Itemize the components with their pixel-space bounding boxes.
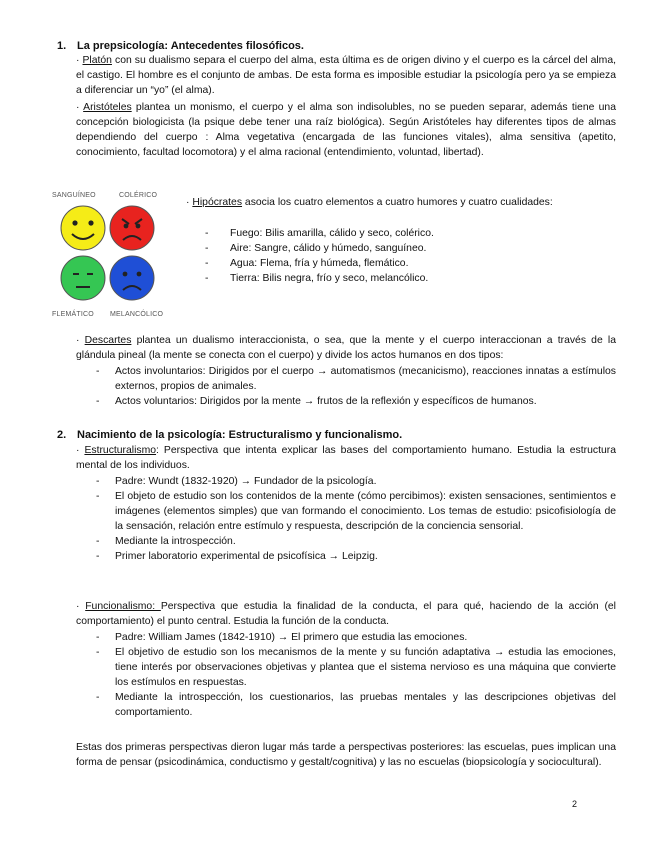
descartes-name: Descartes xyxy=(84,335,132,346)
estructuralismo-list xyxy=(76,474,616,564)
aristoteles-text: plantea un monismo, el cuerpo y el alma son indisolubles, no se pueden separar, además tiene una concepción biologicista (la psique debe tener una raíz biológica). Según Aristóteles hay diferentes tipos de almas dependiendo del cuerpo : Alma vegetativa (encargada de las funciones vitales), alma sensitiva (apetito, conocimiento, facultad locomotora) y el alma racional (entendimiento, voluntad, libertad). xyxy=(76,102,616,158)
section-2-heading xyxy=(57,428,402,443)
choleric-face-icon xyxy=(110,206,154,250)
melancholic-face-icon xyxy=(110,256,154,300)
section-1-title: La prepsicología: Antecedentes filosóficos. xyxy=(77,40,304,52)
estructuralismo-name: Estructuralismo xyxy=(84,445,157,456)
descartes-text: plantea un dualismo interaccionista, o sea, que la mente y el cuerpo interaccionan a través de la glándula pineal (la mente se conecta con el cuerpo) y divide los actos humanos en dos tipos: xyxy=(76,335,616,361)
aristoteles-paragraph: · Aristóteles plantea un monismo, el cuerpo y el alma son indisolubles, no se pueden separar, además tiene una concepción biologicista (la psique debe tener una raíz biológica). Según Aristóteles hay diferentes tipos de almas dependiendo del cuerpo : Alma vegetativa (encargada de las funciones vitales), alma sensitiva (apetito, conocimiento, facultad locomotora) y el alma racional (entendimiento, voluntad, libertad). xyxy=(76,102,616,158)
funcionalismo-text: Perspectiva que estudia la finalidad de la conducta, el para qué, haciendo de la acción (el comportamiento) el punto central. Estudia la función de la conducta. xyxy=(76,601,616,627)
estructuralismo-text: : Perspectiva que intenta explicar las bases del comportamiento humano. Estudia la estructura mental de los individuos. xyxy=(76,445,616,471)
hipocrates-text: asocia los cuatro elementos a cuatro humores y cuatro cualidades: xyxy=(242,197,553,208)
funcionalismo-name: Funcionalismo: xyxy=(85,601,161,612)
section-1-number: 1. xyxy=(57,40,67,52)
hipocrates-name: Hipócrates xyxy=(192,197,243,208)
platon-paragraph: · Platón con su dualismo separa el cuerpo del alma, esta última es de origen divino y el cuerpo es la cárcel del alma, el castigo. El hombre es el conjunto de ambas. De esta forma es imposible estudiar la psicología pero ya se empieza a diferenciar un “yo” (el alma). xyxy=(76,55,616,96)
hipocrates-list xyxy=(202,226,602,286)
closing-paragraph: Estas dos primeras perspectivas dieron lugar más tarde a perspectivas posteriores: las escuelas, pues implican una forma de pensar (psicodinámica, conductismo y gestalt/cognitiva) y las no escuelas (biopsicología y sociocultural). xyxy=(76,742,616,768)
label-melancolico: MELANCÓLICO xyxy=(110,311,164,318)
page-number: 2 xyxy=(572,799,578,809)
estructuralismo-paragraph: · Estructuralismo: Perspectiva que intenta explicar las bases del comportamiento humano. Estudia la estructura mental de los individuos. xyxy=(76,445,616,471)
humour-faces xyxy=(52,198,180,310)
list-item: - Padre: William James (1842-1910) → El primero que estudia las emociones. xyxy=(76,630,616,645)
hipocrates-paragraph: · Hipócrates asocia los cuatro elementos a cuatro humores y cuatro cualidades: xyxy=(186,197,553,208)
section-1-heading xyxy=(57,39,304,54)
aristoteles-name: Aristóteles xyxy=(83,102,132,113)
funcionalismo-list xyxy=(76,630,616,720)
list-item: - El objetivo de estudio son los mecanismos de la mente y su función adaptativa → estudia las emociones, tiene interés por observaciones objetivas y plantea que el sistema nervioso es una máquina que convierte los estímulos en respuestas. xyxy=(76,645,616,690)
list-item: - Actos voluntarios: Dirigidos por la mente → frutos de la reflexión y específicos de humanos. xyxy=(76,394,616,409)
label-colerico: COLÉRICO xyxy=(119,192,158,199)
label-flematico: FLEMÁTICO xyxy=(52,311,94,318)
list-item: - Padre: Wundt (1832-1920) → Fundador de la psicología. xyxy=(76,474,616,489)
list-item: - Mediante la introspección. xyxy=(76,534,616,549)
phlegmatic-face-icon xyxy=(61,256,105,300)
list-item: - Fuego: Bilis amarilla, cálido y seco, colérico. xyxy=(202,226,602,241)
list-item: - Aire: Sangre, cálido y húmedo, sanguíneo. xyxy=(202,241,602,256)
section-2-title: Nacimiento de la psicología: Estructuralismo y funcionalismo. xyxy=(77,429,403,441)
list-item: - Primer laboratorio experimental de psicofísica → Leipzig. xyxy=(76,549,616,564)
list-item: - El objeto de estudio son los contenidos de la mente (cómo percibimos): existen sensaciones, sentimientos e imágenes (elementos simples) que van formando el conocimiento. Los temas de estudio: psicofisiología de la sensación, relación entre estímulo y respuesta, descripción de la conciencia sensorial. xyxy=(76,489,616,534)
platon-text: con su dualismo separa el cuerpo del alma, esta última es de origen divino y el cuerpo es la cárcel del alma, el castigo. El hombre es el conjunto de ambas. De esta forma es imposible estudiar la psicología pero ya se empieza a diferenciar un “yo” (el alma). xyxy=(76,55,616,96)
list-item: - Actos involuntarios: Dirigidos por el cuerpo → automatismos (mecanicismo), reacciones innatas a estímulos externos, propios de animales. xyxy=(76,364,616,394)
list-item: - Mediante la introspección, los cuestionarios, las pruebas mentales y las descripciones objetivas del comportamiento. xyxy=(76,690,616,720)
descartes-paragraph: · Descartes plantea un dualismo interaccionista, o sea, que la mente y el cuerpo interaccionan a través de la glándula pineal (la mente se conecta con el cuerpo) y divide los actos humanos en dos tipos: xyxy=(76,335,616,361)
list-item: - Tierra: Bilis negra, frío y seco, melancólico. xyxy=(202,271,602,286)
label-sanguineo: SANGUÍNEO xyxy=(52,192,96,199)
funcionalismo-paragraph: · Funcionalismo: Perspectiva que estudia la finalidad de la conducta, el para qué, haciendo de la acción (el comportamiento) el punto central. Estudia la función de la conducta. xyxy=(76,601,616,627)
four-humours-image xyxy=(52,188,180,318)
list-item: - Agua: Flema, fría y húmeda, flemático. xyxy=(202,256,602,271)
section-2-number: 2. xyxy=(57,429,67,441)
descartes-list xyxy=(76,364,616,409)
platon-name: Platón xyxy=(82,55,112,66)
sanguine-face-icon xyxy=(61,206,105,250)
